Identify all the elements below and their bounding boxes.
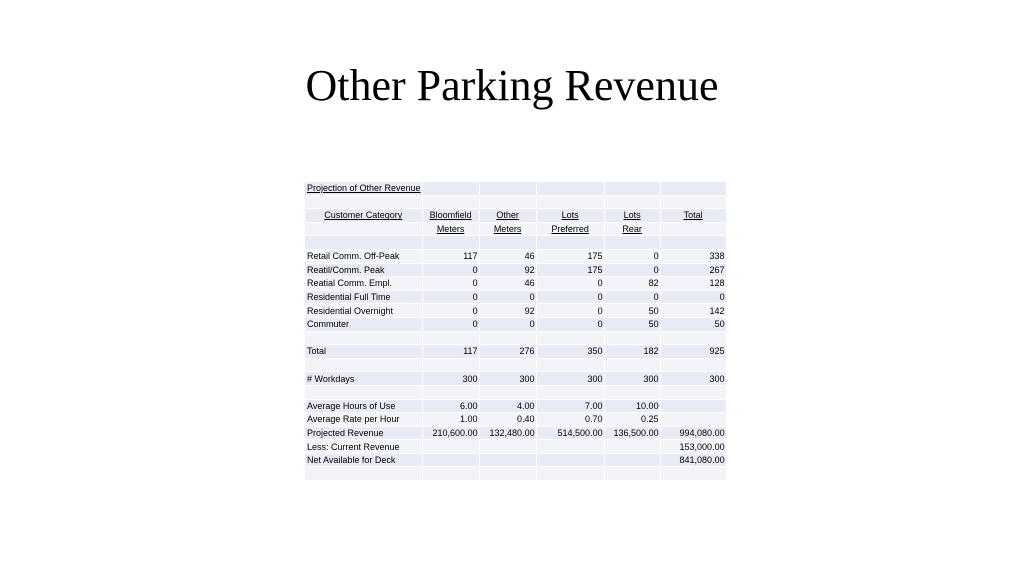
table-cell bbox=[536, 453, 604, 467]
table-cell: 0 bbox=[604, 263, 660, 277]
spacer-row bbox=[305, 236, 727, 250]
table-cell: 267 bbox=[660, 263, 726, 277]
table-cell: 514,500.00 bbox=[536, 426, 604, 440]
header-row bbox=[305, 209, 727, 223]
table-cell: 6.00 bbox=[422, 399, 479, 413]
table-cell: 117 bbox=[422, 249, 479, 263]
table-cell: 0 bbox=[536, 304, 604, 318]
table-cell: 0.40 bbox=[479, 413, 536, 427]
column-header: Bloomfield bbox=[422, 209, 479, 223]
row-label: Commuter bbox=[305, 317, 423, 331]
spacer-row bbox=[305, 467, 727, 481]
table-cell: 300 bbox=[660, 372, 726, 386]
row-label: Net Available for Deck bbox=[305, 453, 423, 467]
column-header: Lots bbox=[536, 209, 604, 223]
row-label: Less: Current Revenue bbox=[305, 440, 423, 454]
table-cell bbox=[479, 453, 536, 467]
table-cell: 10.00 bbox=[604, 399, 660, 413]
row-label: Projected Revenue bbox=[305, 426, 423, 440]
table-cell bbox=[604, 440, 660, 454]
projected-revenue-row bbox=[305, 426, 727, 440]
table-cell: 50 bbox=[604, 304, 660, 318]
table-cell: 210,600.00 bbox=[422, 426, 479, 440]
net-available-row bbox=[305, 453, 727, 467]
column-header bbox=[305, 222, 423, 236]
table-cell: 7.00 bbox=[536, 399, 604, 413]
table-cell: 300 bbox=[604, 372, 660, 386]
table-cell: 0 bbox=[422, 263, 479, 277]
table-cell: 117 bbox=[422, 345, 479, 359]
row-label: Total bbox=[305, 345, 423, 359]
row-label: Reatil/Comm. Peak bbox=[305, 263, 423, 277]
workdays-row bbox=[305, 372, 727, 386]
table-cell: 4.00 bbox=[479, 399, 536, 413]
column-header: Meters bbox=[479, 222, 536, 236]
header-row bbox=[305, 222, 727, 236]
spacer-row bbox=[305, 331, 727, 345]
table-cell: 0 bbox=[604, 290, 660, 304]
current-revenue-row bbox=[305, 440, 727, 454]
table-cell: 153,000.00 bbox=[660, 440, 726, 454]
table-cell: 0 bbox=[604, 249, 660, 263]
table-cell: 300 bbox=[479, 372, 536, 386]
table-cell: 0 bbox=[536, 317, 604, 331]
table-cell: 175 bbox=[536, 263, 604, 277]
table-cell: 0.70 bbox=[536, 413, 604, 427]
column-header: Total bbox=[660, 209, 726, 223]
table-cell: 50 bbox=[660, 317, 726, 331]
table-cell: 300 bbox=[422, 372, 479, 386]
row-label: Retail Comm. Off-Peak bbox=[305, 249, 423, 263]
row-label: Reatial Comm. Empl. bbox=[305, 277, 423, 291]
table-cell bbox=[604, 453, 660, 467]
table-row bbox=[305, 304, 727, 318]
table-cell: 175 bbox=[536, 249, 604, 263]
table-cell bbox=[422, 453, 479, 467]
table-cell: 132,480.00 bbox=[479, 426, 536, 440]
table-cell: 46 bbox=[479, 277, 536, 291]
table-cell: 276 bbox=[479, 345, 536, 359]
table-cell: 0 bbox=[422, 304, 479, 318]
column-header: Customer Category bbox=[305, 209, 423, 223]
column-header bbox=[660, 222, 726, 236]
table-cell: 0 bbox=[422, 277, 479, 291]
table-cell: 1.00 bbox=[422, 413, 479, 427]
avg-hours-row bbox=[305, 399, 727, 413]
table-row bbox=[305, 277, 727, 291]
table-cell: 182 bbox=[604, 345, 660, 359]
table-cell: 994,080.00 bbox=[660, 426, 726, 440]
table-cell bbox=[660, 413, 726, 427]
table-cell: 0 bbox=[422, 290, 479, 304]
row-label: Residential Overnight bbox=[305, 304, 423, 318]
table-row bbox=[305, 263, 727, 277]
column-header: Meters bbox=[422, 222, 479, 236]
table-cell: 82 bbox=[604, 277, 660, 291]
table-cell bbox=[660, 399, 726, 413]
table-row bbox=[305, 317, 727, 331]
table-cell: 0.25 bbox=[604, 413, 660, 427]
table-cell: 142 bbox=[660, 304, 726, 318]
spacer-row bbox=[305, 385, 727, 399]
table-subtitle: Projection of Other Revenue bbox=[305, 182, 423, 196]
table-cell: 46 bbox=[479, 249, 536, 263]
table-cell: 300 bbox=[536, 372, 604, 386]
row-label: Residential Full Time bbox=[305, 290, 423, 304]
table-cell: 925 bbox=[660, 345, 726, 359]
avg-rate-row bbox=[305, 413, 727, 427]
table-cell: 50 bbox=[604, 317, 660, 331]
table-cell: 338 bbox=[660, 249, 726, 263]
row-label: # Workdays bbox=[305, 372, 423, 386]
table-cell: 350 bbox=[536, 345, 604, 359]
column-header: Lots bbox=[604, 209, 660, 223]
table-cell bbox=[536, 440, 604, 454]
table-row bbox=[305, 290, 727, 304]
table-cell: 0 bbox=[479, 317, 536, 331]
column-header: Preferred bbox=[536, 222, 604, 236]
table-cell: 0 bbox=[479, 290, 536, 304]
slide-title: Other Parking Revenue bbox=[305, 61, 719, 110]
row-label: Average Hours of Use bbox=[305, 399, 423, 413]
table-cell: 0 bbox=[660, 290, 726, 304]
spacer-row bbox=[305, 195, 727, 209]
column-header: Rear bbox=[604, 222, 660, 236]
table-cell: 0 bbox=[536, 277, 604, 291]
row-label: Average Rate per Hour bbox=[305, 413, 423, 427]
table-subtitle-row bbox=[305, 182, 727, 196]
table-cell bbox=[422, 440, 479, 454]
spacer-row bbox=[305, 358, 727, 372]
table-cell: 92 bbox=[479, 263, 536, 277]
table-cell: 841,080.00 bbox=[660, 453, 726, 467]
table-cell: 92 bbox=[479, 304, 536, 318]
revenue-projection-table bbox=[304, 181, 727, 481]
table-cell: 128 bbox=[660, 277, 726, 291]
table-cell: 0 bbox=[536, 290, 604, 304]
total-row bbox=[305, 345, 727, 359]
table-row bbox=[305, 249, 727, 263]
table-cell: 0 bbox=[422, 317, 479, 331]
table-cell: 136,500.00 bbox=[604, 426, 660, 440]
table-cell bbox=[479, 440, 536, 454]
column-header: Other bbox=[479, 209, 536, 223]
